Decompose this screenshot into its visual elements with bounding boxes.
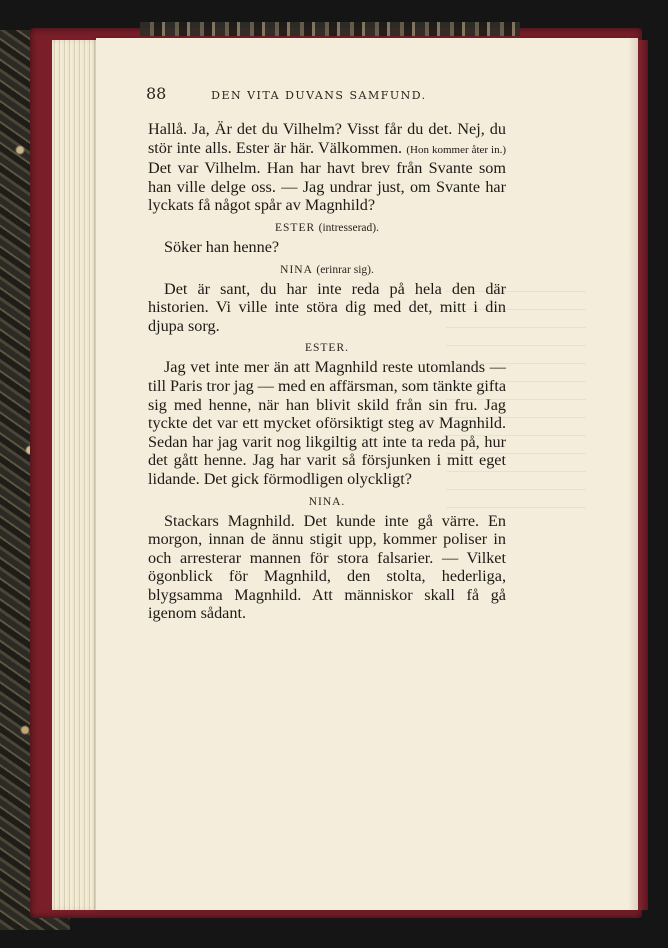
paragraph-2: Söker han henne? <box>164 237 280 256</box>
page-number: 88 <box>146 84 167 103</box>
speaker-name: NINA. <box>308 495 346 508</box>
top-endpaper-strip <box>140 22 520 36</box>
paragraph-1-text-b: Det var Vilhelm. Han har havt brev från Svante som han ville delge oss. — Jag undrar just, om Svante har lyckats få något spår av Magnhild? <box>148 159 506 215</box>
running-title: DEN VITA DUVANS SAMFUND. <box>211 89 427 102</box>
paragraph-5: Stackars Magnhild. Det kunde inte gå värre. En morgon, innan de ännu stigit upp, kommer poliser in och arresterar mannen för stora falsarier. — Vilket ögonblick för Magnhild, den stolta, hederliga, blygsamma Magnhild. Att människor skall få gå igenom sådant. <box>148 511 506 623</box>
speaker-direction: (intresserad). <box>318 221 379 234</box>
page-stack-edges <box>52 40 102 910</box>
speaker-ester-1 <box>148 221 506 235</box>
speaker-nina-1 <box>148 263 506 277</box>
speaker-ester-2 <box>148 341 506 355</box>
paragraph-3: Det är sant, du har inte reda på hela den där historien. Vi ville inte störa dig med det, mitt i din djupa sorg. <box>148 279 506 335</box>
page-header <box>146 84 427 103</box>
speaker-name: ESTER. <box>304 342 349 355</box>
page-text <box>148 120 506 623</box>
paragraph-1 <box>148 120 506 215</box>
speaker-name: ESTER <box>275 221 316 234</box>
speaker-name: NINA <box>280 263 313 276</box>
stage-direction: (Hon kommer åter in.) <box>406 143 506 156</box>
paragraph-4: Jag vet inte mer än att Magnhild reste utomlands — till Paris tror jag — med en affärsman, som tänkte gifta sig med henne, när han blivit skild från sin fru. Jag tyckte det var ett mycket oförsiktigt steg av Magnhild. Sedan har jag varit nog likgiltig att inte ta reda på, hur det gått henne. Jag har varit så försjunken i mitt eget lidande. Det gick förmodligen olyckligt? <box>148 358 506 488</box>
speaker-nina-2 <box>148 495 506 509</box>
paragraph-1-text-a: Hallå. Ja, Är det du Vilhelm? Visst får du det. Nej, du stör inte alls. Ester är här. Välkommen. <box>148 120 506 157</box>
speaker-direction: (erinrar sig). <box>316 263 374 276</box>
